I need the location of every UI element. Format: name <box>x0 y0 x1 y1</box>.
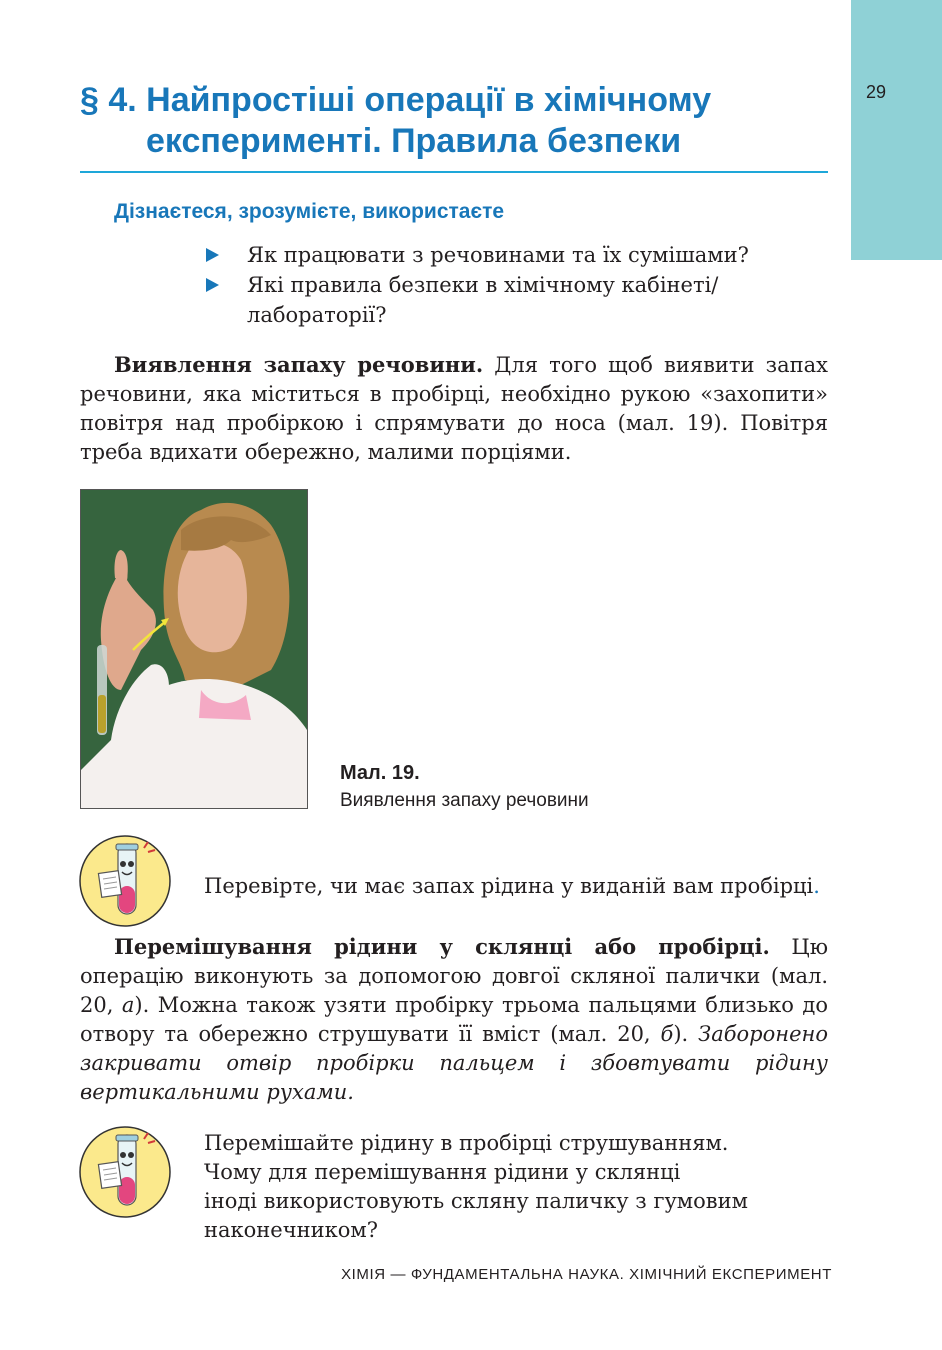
test-tube-mascot-icon <box>78 1125 172 1219</box>
running-footer: ХІМІЯ — ФУНДАМЕНТАЛЬНА НАУКА. ХІМІЧНИЙ ЕКСПЕРИМЕНТ <box>341 1266 832 1283</box>
paragraph-text: Цю операцію виконують за допомогою довгої скляної палички (мал. 20, <box>80 935 828 1017</box>
figure-number: Мал. 19. <box>340 762 420 784</box>
test-tube-mascot-icon <box>78 834 172 928</box>
task-line: наконечником? <box>204 1218 378 1242</box>
section-title-line2: експерименті. Правила безпеки <box>146 122 682 160</box>
paragraph-heading: Виявлення запаху речовини. <box>114 352 484 377</box>
page-number: 29 <box>866 82 887 102</box>
task-check-smell <box>204 872 820 901</box>
task-mixing-questions <box>204 1129 824 1245</box>
safety-warning: Заборонено закривати отвір пробірки пальцем і збовтувати рідину вертикальними рухами. <box>80 1022 828 1104</box>
paragraph-text: ). <box>673 1022 699 1046</box>
task-period: . <box>813 874 820 898</box>
paragraph-heading: Перемішування рідини у склянці або пробірці. <box>114 934 770 959</box>
triangle-bullet-icon <box>206 278 219 292</box>
list-item <box>204 270 804 330</box>
task-line: іноді використовують скляну паличку з гумовим <box>204 1189 748 1213</box>
task-line: Чому для перемішування рідини у склянці <box>204 1160 681 1184</box>
triangle-bullet-icon <box>206 248 219 262</box>
figure-ref-a: а <box>121 993 135 1017</box>
section-title <box>80 80 840 162</box>
list-item <box>204 240 804 270</box>
section-title-line1: § 4. Найпростіші операції в хімічному <box>80 81 712 119</box>
paragraph-mixing <box>80 932 828 1107</box>
figure-caption: Виявлення запаху речовини <box>340 790 589 811</box>
paragraph-text: ). Можна також узяти пробірку трьома пальцями близько до отвору та обережно струшувати її вміст (мал. 20, <box>80 993 828 1046</box>
objectives-heading: Дізнаєтеся, зрозумієте, використаєте <box>114 200 505 223</box>
objective-text: Як працювати з речовинами та їх сумішами? <box>247 243 749 267</box>
chapter-tab <box>851 0 942 260</box>
paragraph-smell <box>80 350 828 467</box>
figure-photo <box>80 489 308 809</box>
paragraph-text: Для того щоб виявити запах речовини, яка міститься в пробірці, необхідно рукою «захопити» повітря над пробіркою і спрямувати до носа (мал. 19). Повітря треба вдихати обережно, малими порціями. <box>80 353 828 464</box>
objective-text: Які правила безпеки в хімічному кабінеті/ лабораторії? <box>247 273 719 327</box>
figure-ref-b: б <box>660 1022 674 1046</box>
task-line: Перемішайте рідину в пробірці струшуванням. <box>204 1131 729 1155</box>
title-divider <box>80 171 828 173</box>
task-text: Перевірте, чи має запах рідина у виданій вам пробірці <box>204 874 814 898</box>
objectives-list <box>204 240 804 330</box>
